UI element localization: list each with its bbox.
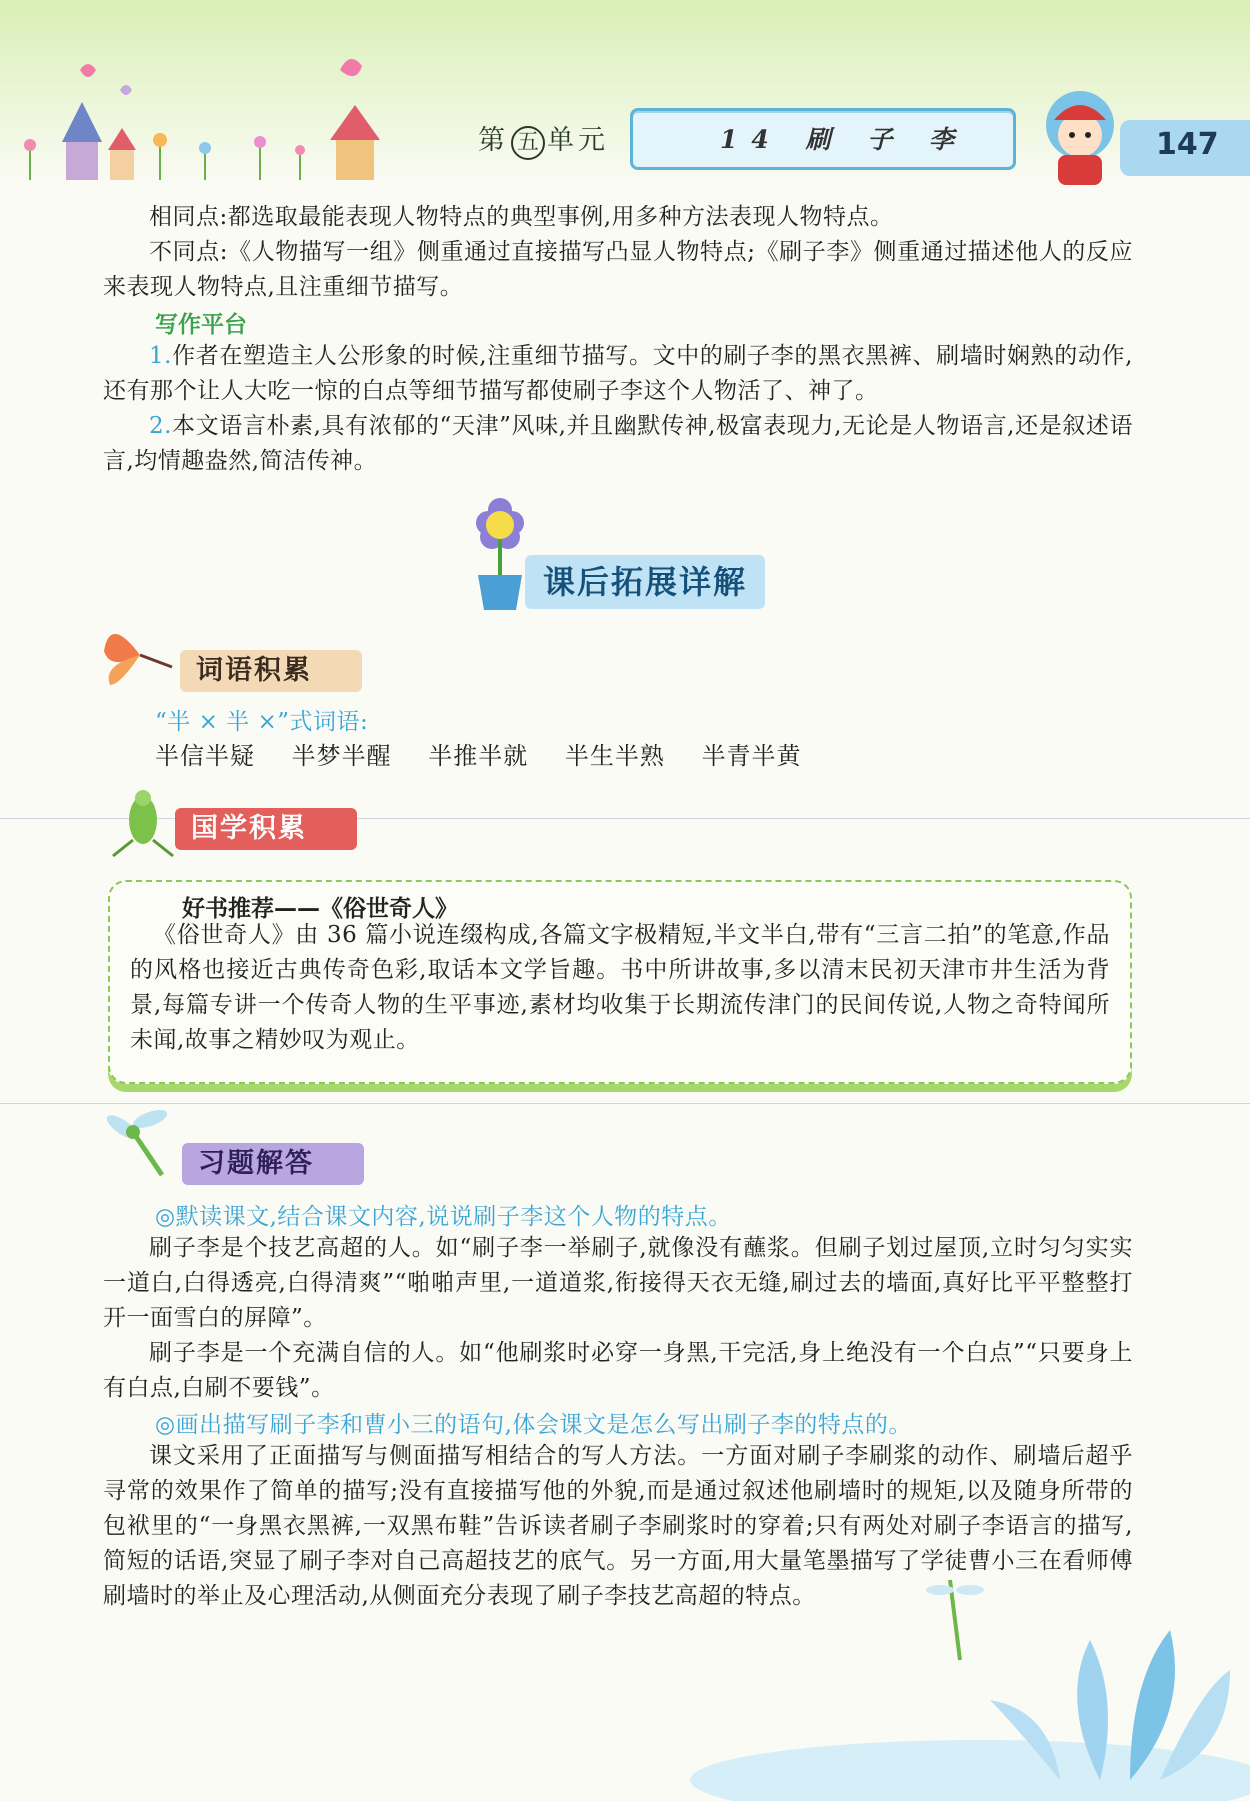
question-2: ◎画出描写刷子李和曹小三的语句,体会课文是怎么写出刷子李的特点的。: [155, 1412, 912, 1438]
butterfly-icon: [100, 615, 180, 695]
mascot-icon: [1030, 80, 1130, 190]
difference-paragraph: 不同点:《人物描写一组》侧重通过直接描写凸显人物特点;《刷子李》侧重通过描述他人的反应来表现人物特点,且注重细节描写。: [103, 239, 1133, 300]
similarity-paragraph: 相同点:都选取最能表现人物特点的典型事例,用多种方法表现人物特点。: [149, 204, 894, 230]
section-title: 课后拓展详解: [525, 555, 765, 609]
grasshopper-icon: [103, 780, 183, 860]
unit-prefix: 第: [478, 125, 509, 156]
unit-number: 五: [511, 126, 545, 160]
word-item: 半信半疑: [155, 742, 255, 770]
page-number: 147: [1156, 127, 1219, 162]
item-number: 2.: [149, 413, 172, 439]
item-text: 本文语言朴素,具有浓郁的“天津”风味,并且幽默传神,极富表现力,无论是人物语言,还是叙述语言,均情趣盎然,简洁传神。: [103, 413, 1133, 474]
house-icon: [62, 102, 380, 180]
question-1: ◎默读课文,结合课文内容,说说刷子李这个人物的特点。: [155, 1204, 732, 1230]
guoxue-tag: 国学积累: [175, 808, 357, 850]
answer-1-paragraph-1: 刷子李是个技艺高超的人。如“刷子李一举刷子,就像没有蘸浆。但刷子划过屋顶,立时匀匀实实一道白,白得透亮,白得清爽”“啪啪声里,一道道浆,衔接得天衣无缝,刷过去的墙面,真好比平平整整打开一面雪白的屏障”。: [103, 1235, 1133, 1331]
book-title: 好书推荐——《俗世奇人》: [182, 896, 458, 922]
word-list: [155, 736, 830, 771]
answer-2: 课文采用了正面描写与侧面描写相结合的写人方法。一方面对刷子李刷浆的动作、刷墙后超乎寻常的效果作了简单的描写;没有直接描写他的外貌,而是通过叙述他刷墙时的规矩,以及随身所带的包袱里的“一身黑衣黑裤,一双黑布鞋”告诉读者刷子李刷浆时的穿着;只有两处对刷子李语言的描写,简短的话语,突显了刷子李对自己高超技艺的底气。另一方面,用大量笔墨描写了学徒曹小三在看师傅刷墙时的举止及心理活动,从侧面充分表现了刷子李技艺高超的特点。: [103, 1443, 1133, 1609]
word-item: 半生半熟: [564, 742, 665, 770]
writing-item-2: [103, 409, 1133, 479]
lotus-icon: [680, 1560, 1250, 1801]
word-item: 半推半就: [428, 742, 529, 770]
word-item: 半青半黄: [701, 742, 802, 770]
writing-platform-heading: 写作平台: [155, 312, 247, 338]
unit-suffix: 单元: [547, 125, 609, 156]
words-pattern: “半 × 半 ×”式词语:: [155, 709, 369, 735]
dragonfly-icon: [100, 1105, 185, 1190]
writing-item-1: [103, 339, 1133, 409]
header-decoration: [0, 30, 380, 190]
item-text: 作者在塑造主人公形象的时候,注重细节描写。文中的刷子李的黑衣黑裤、刷墙时娴熟的动作,还有那个让人大吃一惊的白点等细节描写都使刷子李这个人物活了、神了。: [103, 343, 1133, 404]
word-item: 半梦半醒: [291, 742, 392, 770]
exercise-tag: 习题解答: [182, 1143, 364, 1185]
words-tag: 词语积累: [180, 650, 362, 692]
divider: [0, 1103, 1250, 1104]
book-description: 《俗世奇人》由 36 篇小说连缀构成,各篇文字极精短,半文半白,带有“三言二拍”的笔意,作品的风格也接近古典传奇色彩,取话本文学旨趣。书中所讲故事,多以清末民初天津市井生活为背景,每篇专讲一个传奇人物的生平事迹,素材均收集于长期流传津门的民间传说,人物之奇特闻所未闻,故事之精妙叹为观止。: [130, 922, 1110, 1053]
answer-1-paragraph-2: 刷子李是一个充满自信的人。如“他刷浆时必穿一身黑,干完活,身上绝没有一个白点”“只要身上有白点,白刷不要钱”。: [103, 1340, 1133, 1401]
item-number: 1.: [149, 343, 172, 369]
unit-label: [478, 118, 609, 160]
lesson-title: 14 刷 子 李: [720, 125, 968, 154]
